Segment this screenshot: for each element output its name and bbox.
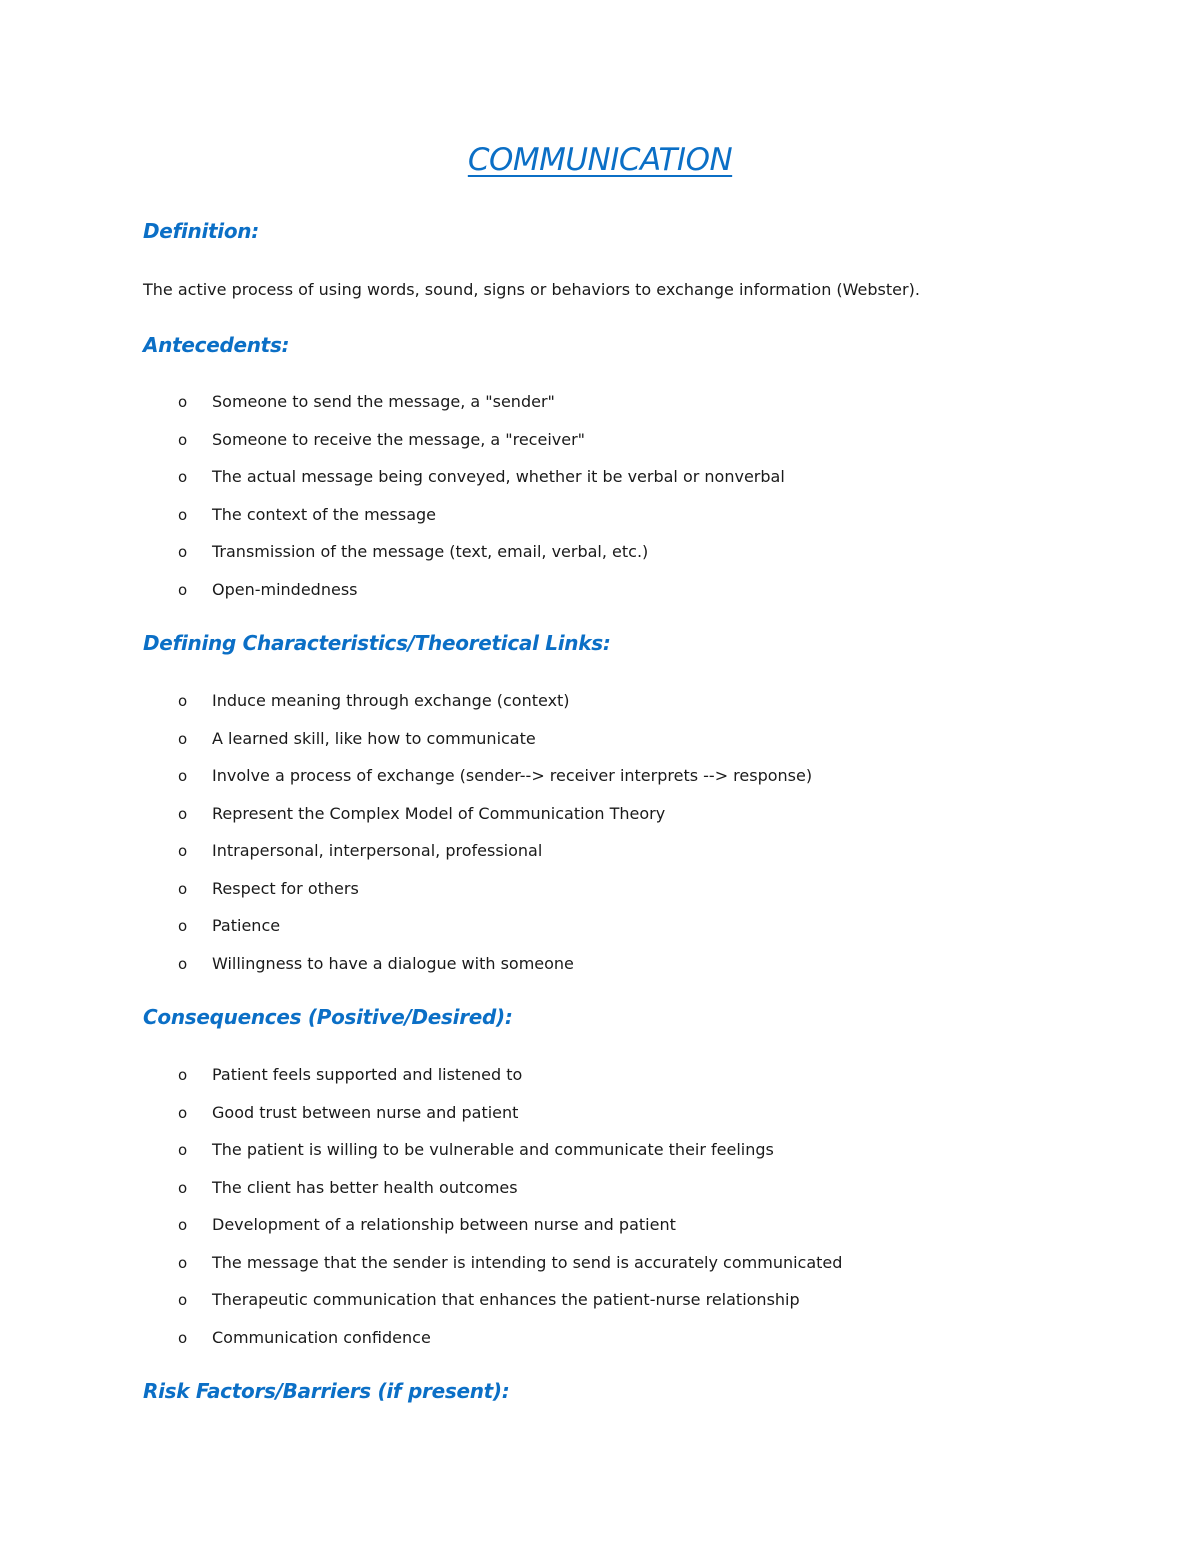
bullet-marker: o <box>178 954 188 973</box>
bullet-marker: o <box>178 692 188 710</box>
bullet-marker: o <box>178 1103 188 1122</box>
list-item-text: Open-mindedness <box>212 579 358 599</box>
bullet-marker: o <box>178 1328 188 1347</box>
list-item-text: Intrapersonal, interpersonal, professional <box>212 841 543 860</box>
bullet-marker: o <box>178 505 188 524</box>
bullet-marker: o <box>178 1216 188 1234</box>
list-item-text: Represent the Complex Model of Communication Theory <box>212 803 666 823</box>
bullet-marker: o <box>178 1178 188 1197</box>
bullet-marker: o <box>178 543 188 561</box>
list-item-text: Communication confidence <box>212 1327 431 1347</box>
list-item-text: The client has better health outcomes <box>212 1177 518 1197</box>
list-item-text: Therapeutic communication that enhances the patient-nurse relationship <box>212 1290 800 1309</box>
antecedents-heading: Antecedents: <box>143 333 290 357</box>
bullet-marker: o <box>178 804 188 823</box>
consequences-heading: Consequences (Positive/Desired): <box>143 1005 513 1029</box>
bullet-marker: o <box>178 729 188 748</box>
list-item-text: Someone to send the message, a "sender" <box>212 392 555 411</box>
list-item-text: Transmission of the message (text, email, verbal, etc.) <box>212 542 649 561</box>
page-title: COMMUNICATION <box>467 142 733 178</box>
list-item-text: A learned skill, like how to communicate <box>212 728 536 748</box>
list-item-text: Someone to receive the message, a "receiver" <box>212 429 586 449</box>
list-item-text: The patient is willing to be vulnerable and communicate their feelings <box>212 1140 774 1159</box>
list-item-text: Good trust between nurse and patient <box>212 1102 519 1122</box>
bullet-marker: o <box>178 879 188 898</box>
bullet-marker: o <box>178 1141 188 1159</box>
list-item-text: Patient feels supported and listened to <box>212 1065 523 1084</box>
list-item-text: Involve a process of exchange (sender--> receiver interprets --> response) <box>212 766 813 785</box>
bullet-marker: o <box>178 580 188 599</box>
list-item-text: The context of the message <box>212 504 436 524</box>
list-item-text: The message that the sender is intending to send is accurately communicated <box>212 1252 843 1272</box>
bullet-marker: o <box>178 842 188 860</box>
list-item-text: Patience <box>212 916 281 935</box>
definition-text: The active process of using words, sound, signs or behaviors to exchange information (Webster). <box>143 280 920 299</box>
bullet-marker: o <box>178 430 188 449</box>
risk-factors-heading: Risk Factors/Barriers (if present): <box>143 1379 510 1403</box>
bullet-marker: o <box>178 1291 188 1309</box>
list-item-text: Respect for others <box>212 878 359 898</box>
bullet-marker: o <box>178 468 188 486</box>
list-item-text: Induce meaning through exchange (context) <box>212 691 570 710</box>
definition-heading: Definition: <box>143 219 259 243</box>
list-item-text: Willingness to have a dialogue with someone <box>212 953 574 973</box>
bullet-marker: o <box>178 393 188 411</box>
bullet-marker: o <box>178 1253 188 1272</box>
list-item-text: The actual message being conveyed, whether it be verbal or nonverbal <box>212 467 785 486</box>
bullet-marker: o <box>178 917 188 935</box>
characteristics-heading: Defining Characteristics/Theoretical Links: <box>143 631 611 655</box>
bullet-marker: o <box>178 767 188 785</box>
list-item-text: Development of a relationship between nurse and patient <box>212 1215 676 1234</box>
bullet-marker: o <box>178 1066 188 1084</box>
